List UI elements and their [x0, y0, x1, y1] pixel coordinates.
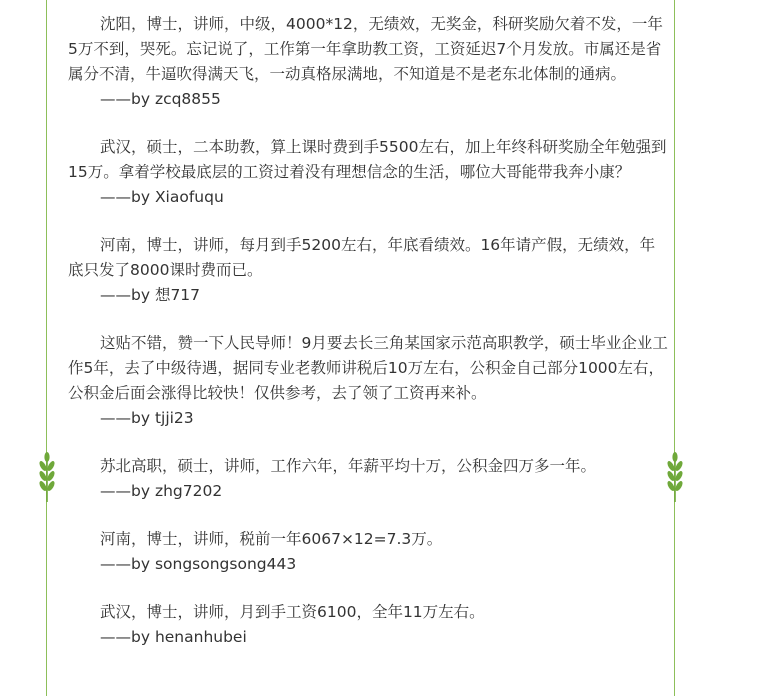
post-text: 沈阳，博士，讲师，中级，4000*12，无绩效，无奖金，科研奖励欠着不发，一年5万不到，哭死。忘记说了，工作第一年拿助教工资，工资延迟7个月发放。市属还是省属分不清，牛逼吹得满天飞，一动真格尿满地，不知道是不是老东北体制的通病。: [68, 15, 663, 83]
post-text: 这贴不错，赞一下人民导师！9月要去长三角某国家示范高职教学，硕士毕业企业工作5年，去了中级待遇，据同专业老教师讲税后10万左右，公积金自己部分1000左右，公积金后面会涨得比较快！仅供参考，去了领了工资再来补。: [68, 334, 668, 402]
article-body: [68, 12, 668, 673]
post-author: ——by zcq8855: [100, 90, 221, 108]
post-author: ——by zhg7202: [100, 482, 223, 500]
post: [68, 527, 668, 577]
post-author: ——by Xiaofuqu: [100, 188, 224, 206]
post-text: 河南，博士，讲师，每月到手5200左右，年底看绩效。16年请产假，无绩效，年底只发了8000课时费而已。: [68, 236, 656, 279]
post-author: ——by tjji23: [100, 409, 194, 427]
post: [68, 600, 668, 650]
post: [68, 233, 668, 308]
post-author: ——by henanhubei: [100, 628, 247, 646]
post-author: ——by 想717: [100, 286, 201, 304]
post-text: 苏北高职，硕士，讲师，工作六年，年薪平均十万，公积金四万多一年。: [100, 457, 597, 475]
frame-line-right: [674, 0, 675, 696]
post: [68, 12, 668, 112]
post-text: 武汉，博士，讲师，月到手工资6100，全年11万左右。: [100, 603, 485, 621]
post: [68, 331, 668, 431]
post-text: 河南，博士，讲师，税前一年6067×12=7.3万。: [100, 530, 443, 548]
post: [68, 454, 668, 504]
post-text: 武汉，硕士，二本助教，算上课时费到手5500左右，加上年终科研奖励全年勉强到15万。拿着学校最底层的工资过着没有理想信念的生活，哪位大哥能带我奔小康？: [68, 138, 667, 181]
post: [68, 135, 668, 210]
post-author: ——by songsongsong443: [100, 555, 297, 573]
frame-line-left: [46, 0, 47, 696]
wheat-icon: [665, 452, 685, 504]
wheat-icon: [37, 452, 57, 504]
